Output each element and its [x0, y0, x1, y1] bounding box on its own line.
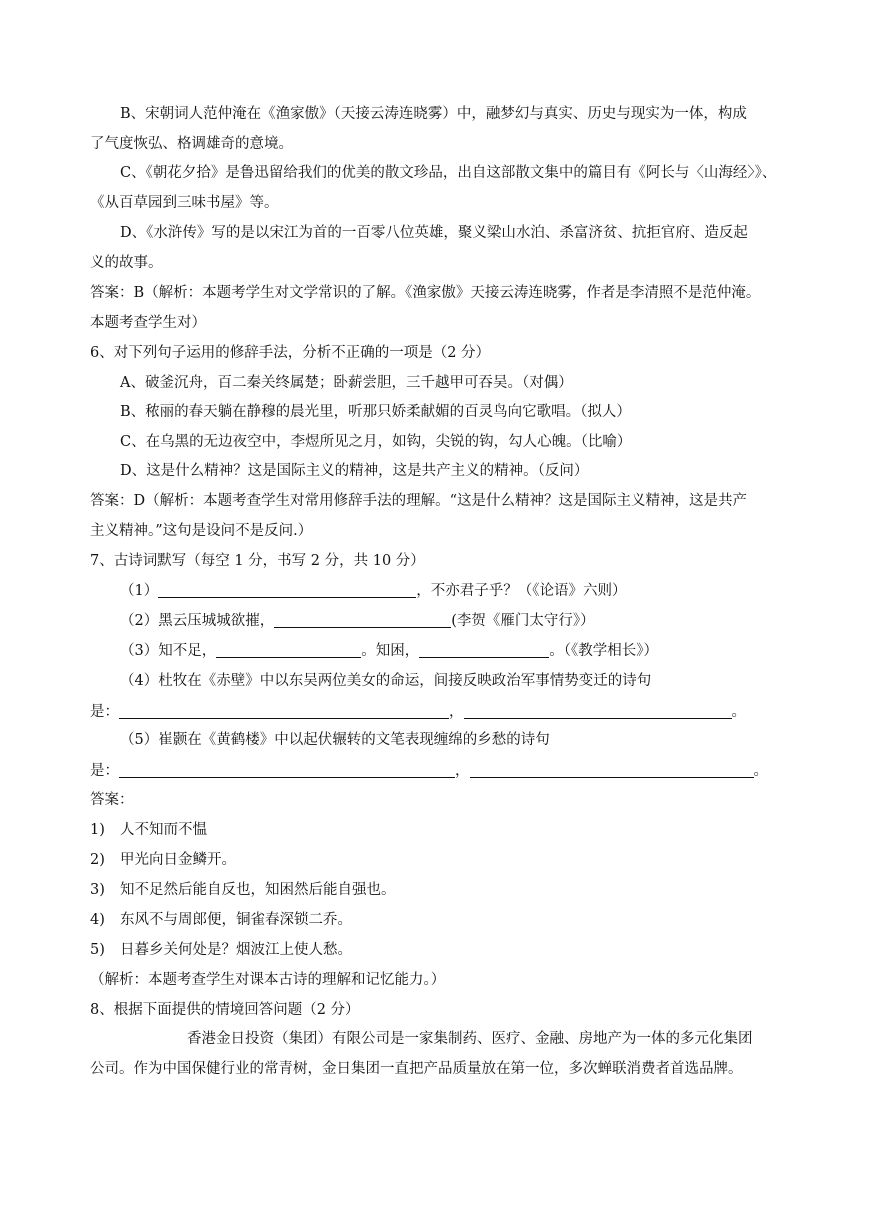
q6-option-d: D、这是什么精神？这是国际主义的精神，这是共产主义的精神。（反问）	[120, 463, 589, 479]
q7-item5-mid: ，	[455, 763, 470, 779]
q5-option-b-line1: B、宋朝词人范仲淹在《渔家傲》（天接云涛连晓雾）中，融梦幻与真实、历史与现实为一体，构成	[120, 106, 747, 122]
q7-answer-1	[90, 820, 207, 840]
q7-item1-blank[interactable]	[158, 582, 416, 598]
q6-answer-line1: 答案：D（解析：本题考查学生对常用修辞手法的理解。“这是什么精神？这是国际主义精神，这是共产	[90, 493, 748, 509]
answer-number: 4)	[90, 912, 105, 928]
q7-answer-4	[90, 910, 352, 930]
q5-option-b-line2: 了气度恢弘、格调雄奇的意境。	[90, 136, 293, 152]
q7-item5-blank-1[interactable]	[119, 762, 455, 778]
q7-item4-prefix: 是：	[90, 704, 119, 720]
q7-item4-blank-1[interactable]	[119, 703, 449, 719]
q5-answer-line2: 本题考查学生对）	[90, 315, 206, 331]
q7-item5-suffix: 。	[753, 763, 768, 779]
q5-option-d-line2: 义的故事。	[90, 255, 163, 271]
q7-item3-suffix: 。（《教学相长》）	[549, 643, 658, 659]
answer-number: 1)	[90, 822, 105, 838]
answer-text: 甲光向日金鳞开。	[120, 852, 236, 868]
q7-item5-blank-2[interactable]	[470, 762, 754, 778]
q7-item4-line2	[90, 702, 746, 722]
q7-item5-line1: （5）崔颢在《黄鹤楼》中以起伏辗转的文笔表现缠绵的乡愁的诗句	[120, 732, 550, 748]
answer-number: 3)	[90, 882, 105, 898]
q7-item5-prefix: 是：	[90, 763, 119, 779]
q7-item1-prefix: （1）	[120, 583, 159, 599]
q7-answer-3	[90, 880, 396, 900]
q7-item3-prefix: （3）知不足，	[120, 643, 217, 659]
q7-item2	[120, 611, 595, 631]
q5-option-d-line1: D、《水浒传》写的是以宋江为首的一百零八位英雄，聚义梁山水泊、杀富济贫、抗拒官府、造反起	[120, 225, 748, 241]
answer-text: 东风不与周郎便，铜雀春深锁二乔。	[120, 912, 352, 928]
q7-item4-mid: ，	[449, 704, 464, 720]
answer-text: 日暮乡关何处是？烟波江上使人愁。	[120, 942, 352, 958]
q7-item1-suffix: ，不亦君子乎？（《论语》六则）	[416, 583, 627, 599]
answer-number: 5)	[90, 942, 105, 958]
q7-item3-blank-2[interactable]	[419, 642, 549, 658]
q5-answer-line1: 答案：B（解析：本题考学生对文学常识的了解。《渔家傲》天接云涛连晓雾，作者是李清照不是范仲淹。	[90, 285, 761, 301]
q7-answer-label: 答案：	[90, 792, 134, 808]
q7-analysis: （解析：本题考查学生对课本古诗的理解和记忆能力。）	[90, 972, 446, 988]
q6-option-b: B、秾丽的春天躺在静穆的晨光里，听那只娇柔献媚的百灵鸟向它歌唱。（拟人）	[120, 404, 631, 420]
q6-option-a: A、破釜沉舟，百二秦关终属楚；卧薪尝胆，三千越甲可吞吴。（对偶）	[120, 375, 573, 391]
answer-text: 人不知而不愠	[120, 822, 207, 838]
q7-item3	[120, 641, 658, 661]
q7-item2-blank[interactable]	[274, 612, 451, 628]
q7-item4-line1: （4）杜牧在《赤壁》中以东吴两位美女的命运，间接反映政治军事情势变迁的诗句	[120, 673, 652, 689]
q7-item2-suffix: (李贺《雁门太守行》）	[451, 613, 595, 629]
q7-item5-line2	[90, 761, 768, 781]
q6-option-c: C、在乌黑的无边夜空中，李煜所见之月，如钩，尖锐的钩，勾人心魄。（比喻）	[120, 434, 632, 450]
q8-stem: 8、根据下面提供的情境回答问题（2 分）	[90, 1002, 360, 1018]
q5-option-c-line2: 《从百草园到三味书屋》等。	[90, 195, 279, 211]
q7-answer-2	[90, 850, 236, 870]
q8-paragraph-line1: 香港金日投资（集团）有限公司是一家集制药、医疗、金融、房地产为一体的多元化集团	[187, 1031, 753, 1047]
q7-answer-5	[90, 940, 352, 960]
q6-stem: 6、对下列句子运用的修辞手法，分析不正确的一项是（2 分）	[90, 345, 491, 361]
q7-item4-suffix: 。	[731, 704, 746, 720]
answer-number: 2)	[90, 852, 105, 868]
q7-item2-prefix: （2）黑云压城城欲摧，	[120, 613, 275, 629]
q7-item3-blank-1[interactable]	[216, 642, 361, 658]
q8-paragraph-line2: 公司。作为中国保健行业的常青树，金日集团一直把产品质量放在第一位，多次蝉联消费者首选品牌。	[90, 1061, 743, 1077]
answer-text: 知不足然后能自反也，知困然后能自强也。	[120, 882, 396, 898]
q7-item1	[120, 581, 626, 601]
q7-item3-mid: 。知困，	[361, 643, 420, 659]
q6-answer-line2: 主义精神。”这句是设问不是反问.）	[90, 523, 313, 539]
q7-item4-blank-2[interactable]	[464, 703, 732, 719]
q5-option-c-line1: C、《朝花夕拾》是鲁迅留给我们的优美的散文珍品，出自这部散文集中的篇目有《阿长与〈山海经〉》、	[120, 165, 777, 181]
q7-stem: 7、古诗词默写（每空 1 分，书写 2 分，共 10 分）	[90, 553, 425, 569]
